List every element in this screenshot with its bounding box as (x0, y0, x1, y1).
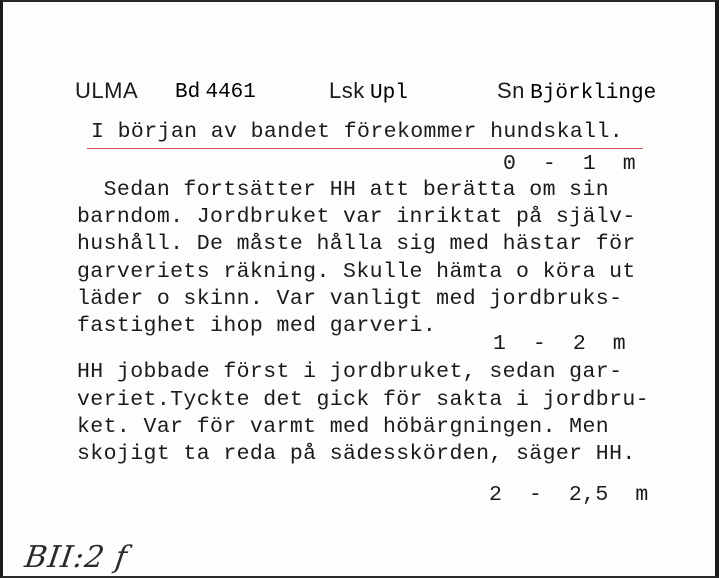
time-marker-2: 1 - 2 m (493, 332, 627, 356)
text-line: Sedan fortsätter HH att berätta om sin (77, 178, 610, 202)
text-line: hushåll. De måste hålla sig med hästar för (77, 232, 636, 256)
record-number: 4461 (205, 81, 256, 104)
text-line: skojigt ta reda på sädesskörden, säger HH. (77, 442, 636, 466)
county-label: Lsk (329, 78, 365, 103)
county-field (329, 78, 408, 105)
intro-line: I början av bandet förekommer hundskall. (91, 120, 624, 144)
text-line: barndom. Jordbruket var inriktat på själv- (77, 205, 636, 229)
text-line: läder o skinn. Var vanligt med jordbruks- (77, 287, 623, 311)
text-line: ket. Var för varmt med höbärgningen. Men (77, 415, 610, 439)
county-value: Upl (370, 82, 408, 105)
text-line: HH jobbade först i jordbruket, sedan gar- (77, 360, 623, 384)
text-line: veriet.Tyckte det gick för sakta i jordbru- (77, 388, 649, 412)
time-marker-1: 0 - 1 m (503, 152, 637, 176)
record-field (175, 78, 256, 104)
parish-value: Björklinge (530, 82, 657, 105)
text-line: garveriets räkning. Skulle hämta o köra ut (77, 260, 636, 284)
parish-label: Sn (497, 78, 525, 103)
time-marker-3: 2 - 2,5 m (489, 483, 649, 507)
parish-field (497, 78, 656, 105)
red-underline (87, 148, 643, 149)
record-label: Bd (175, 81, 201, 104)
text-line: fastighet ihop med garveri. (77, 314, 437, 338)
archive-reference: BII:2 f (22, 540, 131, 575)
archive-name: ULMA (75, 78, 139, 103)
